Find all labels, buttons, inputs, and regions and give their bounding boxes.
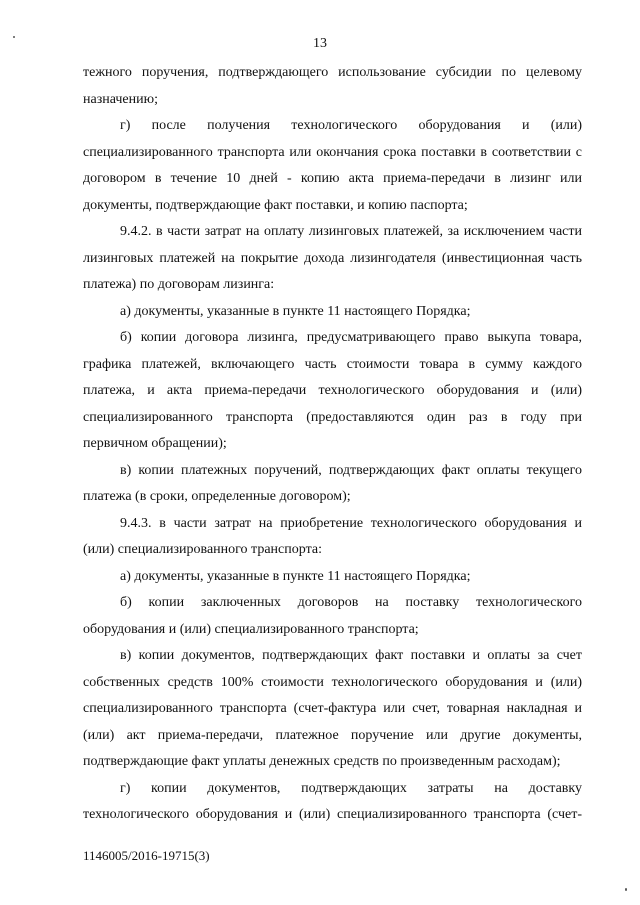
paragraph-2: г) после получения технологического оборудования и (или) специализированного транспорта или окончания срока поставки в соответствии с договором в течение 10 дней - копию акта приема-передачи в лизинг или документы, подтверждающие факт поставки, и копию паспорта; xyxy=(83,118,582,213)
paragraph-7: 9.4.3. в части затрат на приобретение технологического оборудования и (или) специализированного транспорта: xyxy=(83,515,582,557)
document-code: 1146005/2016-19715(3) xyxy=(83,848,210,863)
paragraph-8: а) документы, указанные в пункте 11 настоящего Порядка; xyxy=(120,568,471,584)
paragraph-10: в) копии документов, подтверждающих факт поставки и оплаты за счет собственных средств 100% стоимости технологического оборудования и (или) специализированного транспорта (счет-фактура или счет, товарная накладная и (или) акт приема-передачи, платежное поручение или другие документы, подтверждающие факт уплаты денежных средств по произведенным расходам); xyxy=(83,648,582,769)
paragraph-3: 9.4.2. в части затрат на оплату лизинговых платежей, за исключением части лизинговых платежей на покрытие дохода лизингодателя (инвестиционная часть платежа) по договорам лизинга: xyxy=(83,224,582,292)
page-number: 13 xyxy=(313,36,327,51)
paragraph-6: в) копии платежных поручений, подтверждающих факт оплаты текущего платежа (в сроки, определенные договором); xyxy=(83,462,582,504)
scan-speck xyxy=(13,36,15,38)
paragraph-9: б) копии заключенных договоров на поставку технологического оборудования и (или) специализированного транспорта; xyxy=(83,595,582,637)
scan-speck xyxy=(625,888,627,891)
paragraph-4: а) документы, указанные в пункте 11 настоящего Порядка; xyxy=(120,303,471,319)
paragraph-5: б) копии договора лизинга, предусматривающего право выкупа товара, графика платежей, включающего часть стоимости товара в сумму каждого платежа, и акта приема-передачи технологического оборудования и (или) специализированного транспорта (предоставляются один раз в году при первичном обращении); xyxy=(83,330,582,451)
paragraph-1: тежного поручения, подтверждающего использование субсидии по целевому назначению; xyxy=(83,65,582,107)
document-body xyxy=(83,60,582,829)
paragraph-11: г) копии документов, подтверждающих затраты на доставку технологического оборудования и (или) специализированного транспорта (счет- xyxy=(83,780,582,822)
